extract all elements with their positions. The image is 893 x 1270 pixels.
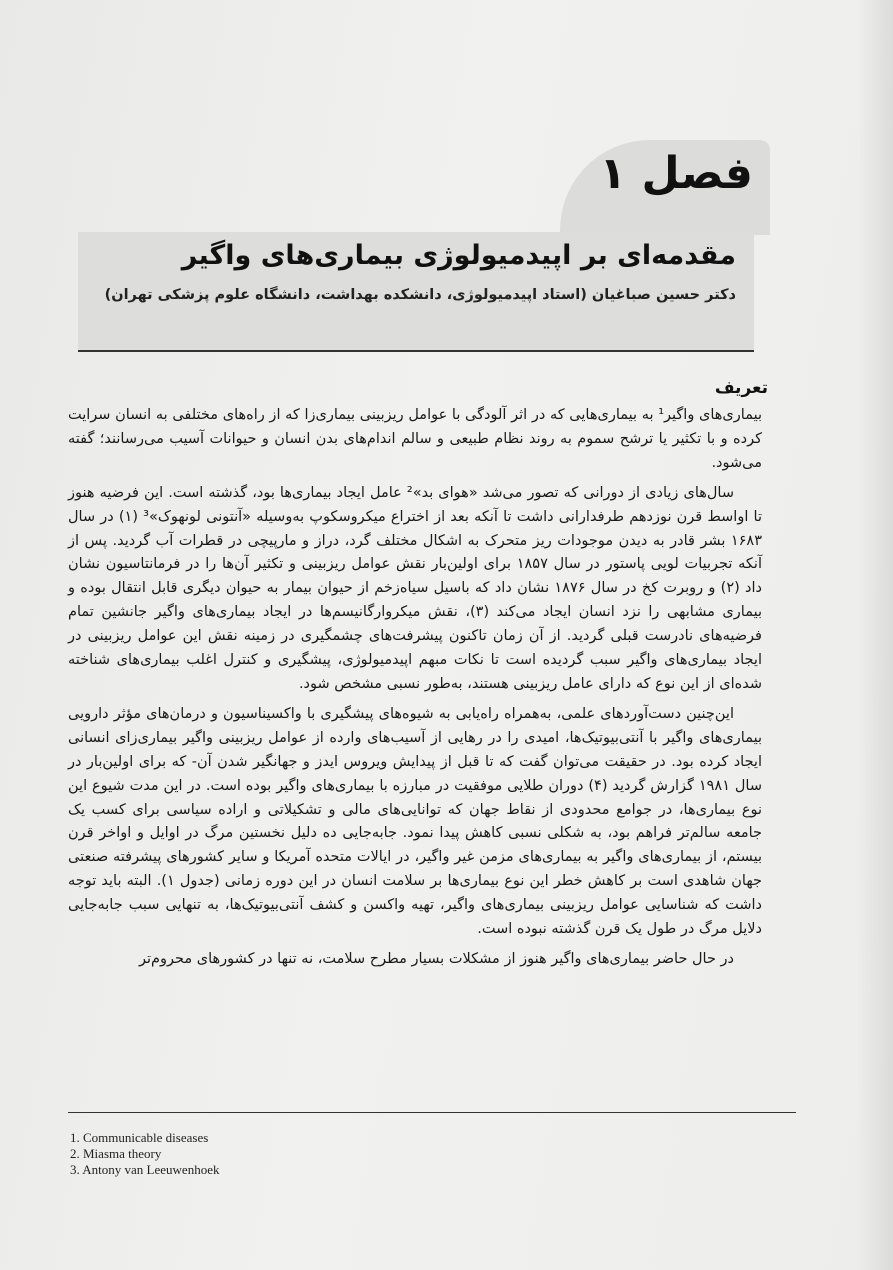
author-line: دکتر حسین صباغیان (استاد اپیدمیولوژی، دانشکده بهداشت، دانشگاه علوم پزشکی تهران) — [104, 287, 736, 303]
section-heading: تعریف — [714, 378, 768, 398]
footnotes — [70, 1130, 470, 1178]
footnote: 3. Antony van Leeuwenhoek — [70, 1162, 220, 1177]
body-text — [68, 404, 762, 978]
chapter-subtitle: مقدمه‌ای بر اپیدمیولوژی بیماری‌های واگیر — [181, 240, 736, 271]
paragraph: سال‌های زیادی از دورانی که تصور می‌شد «هوای بد»² عامل ایجاد بیماری‌ها بود، گذشته است. این فرضیه هنوز تا اواسط قرن نوزدهم طرفدارانی داشت تا آنکه بعد از اختراع میکروسکوپ به‌وسیله «آنتونی لونهوک»³ (۱) در سال ۱۶۸۳ بشر قادر به دیدن موجودات ریز متحرک به اشکال مختلف گرد، دراز و مارپیچی در قطرات آب گردید. پس از آنکه تجربیات لویی پاستور در سال ۱۸۵۷ برای اولین‌بار نقش عوامل ریزبینی و تکثیر آن‌ها را در فرمانتاسیون نشان داد (۲) و روبرت کخ در سال ۱۸۷۶ نشان داد که باسیل سیاه‌زخم از حیوان بیمار به حیوان دیگری قابل انتقال بوده و بیماری مشابهی را نزد انسان ایجاد می‌کند (۳)، نقش میکروارگانیسم‌ها در ایجاد بیماری‌های واگیر جانشین تمام فرضیه‌های نادرست قبلی گردید. از آن زمان تاکنون پیشرفت‌های چشمگیری در زمینه نقش این عوامل ریزبینی در ایجاد بیماری‌های واگیر سبب گردیده است تا نکات مبهم اپیدمیولوژی، پیشگیری و کنترل اغلب بیماری‌های شناخته شده‌ای از این نوع که دارای عامل ریزبینی هستند، به‌طور نسبی مشخص شود. — [68, 484, 762, 692]
chapter-header-box — [78, 232, 754, 352]
paragraph: این‌چنین دست‌آوردهای علمی، به‌همراه راه‌یابی به شیوه‌های پیشگیری با واکسیناسیون و درمان‌های مؤثر دارویی بیماری‌های واگیر با آنتی‌بیوتیک‌ها، امیدی را در رهایی از آسیب‌های وارده از عوامل ریزبینی واگیر بیماری‌زای انسانی ایجاد کرده بود. در حقیقت می‌توان گفت که تا قبل از پیدایش ویروس ایدز و جهانگیر شدن آن- که برای اولین‌بار در سال ۱۹۸۱ گزارش گردید (۴) دوران طلایی موفقیت در مبارزه با بیماری‌های واگیر بوده است. در این مدت شیوع این نوع بیماری‌ها، در جوامع محدودی از نقاط جهان که توانایی‌های مالی و تشکیلاتی و اراده سیاسی برای کسب یک جامعه سالم‌تر فراهم بود، به شکلی نسبی کاهش پیدا نمود. جابه‌جایی ده دلیل نخستین مرگ در اوایل و اواخر قرن بیستم، از بیماری‌های واگیر به بیماری‌های مزمن غیر واگیر، در ایالات متحده آمریکا و سایر کشورهای پیشرفته صنعتی جهان شاهدی است بر کاهش خطر این نوع بیماری‌ها بر سلامت انسان در این دوره زمانی (جدول ۱). البته باید توجه داشت که شناسایی عوامل ریزبینی بیماری‌های واگیر، تهیه واکسن و کشف آنتی‌بیوتیک‌ها، به تنهایی سبب جابه‌جایی دلایل مرگ در طول یک قرن گذشته نبوده است. — [68, 705, 762, 938]
page-gutter-shadow — [857, 0, 893, 1270]
paragraph: در حال حاضر بیماری‌های واگیر هنوز از مشکلات بسیار مطرح سلامت، نه تنها در کشورهای محروم‌تر — [139, 950, 734, 967]
footnote-divider — [68, 1112, 796, 1113]
chapter-title: فصل ۱ — [599, 148, 753, 199]
footnote: 2. Miasma theory — [70, 1146, 162, 1161]
paragraph: بیماری‌های واگیر¹ به بیماری‌هایی که در اثر آلودگی با عوامل ریزبینی بیماری‌زا که از راه‌های مختلفی به انسان سرایت کرده و با تکثیر یا ترشح سموم به روند نظام طبیعی و سالم اندام‌های بدن انسان و حیوانات آسیب می‌رسانند؛ گفته می‌شود. — [68, 407, 762, 471]
footnote: 1. Communicable diseases — [70, 1130, 209, 1145]
